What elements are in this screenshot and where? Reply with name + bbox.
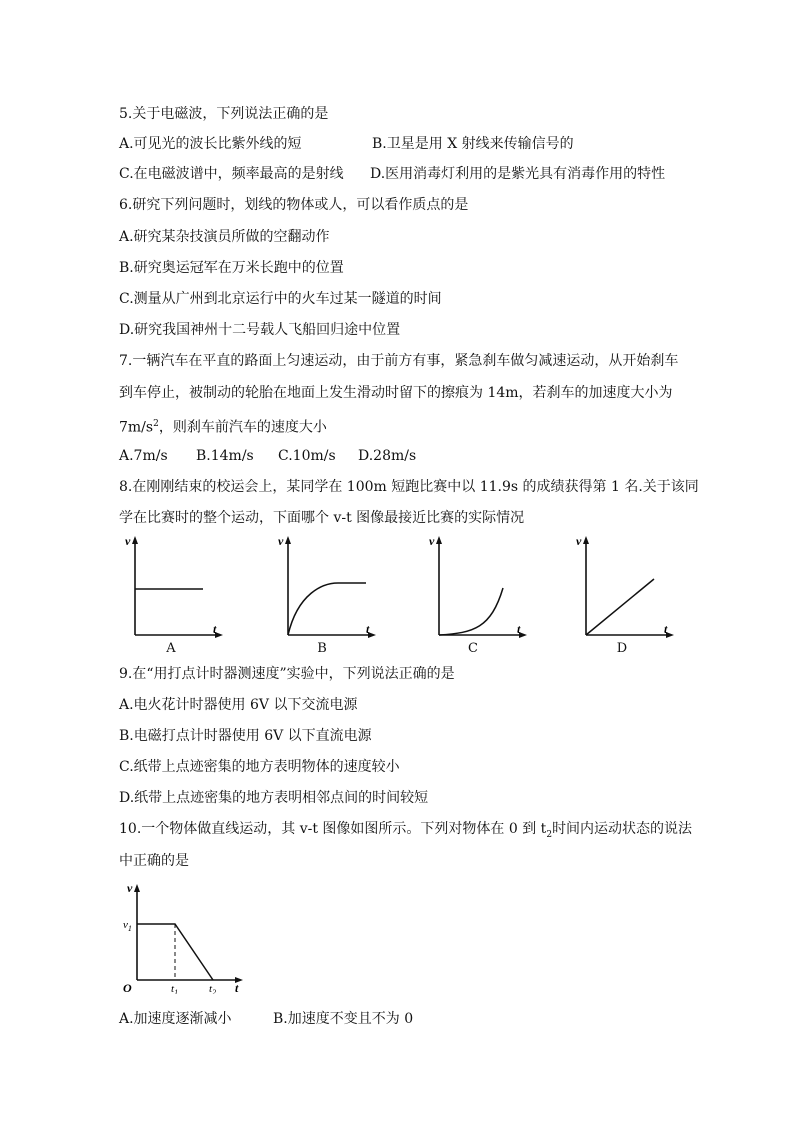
v-axis-arrow [285, 536, 291, 544]
q7-option-c: C.10m/s [278, 448, 336, 464]
q9-option-b: B.电磁打点计时器使用 6V 以下直流电源 [119, 728, 372, 744]
q6-option-b: B.研究奥运冠军在万米长跑中的位置 [119, 260, 344, 276]
q7-option-d: D.28m/s [358, 448, 417, 464]
q5-stem: 5.关于电磁波，下列说法正确的是 [119, 106, 329, 122]
q8-graph-b [268, 533, 378, 641]
t-axis-label: t [235, 981, 239, 994]
t1-label: $t_1$ [171, 983, 179, 994]
q7-option-b: B.14m/s [196, 448, 254, 464]
graph-curve [586, 579, 654, 635]
v1-label: $v_1$ [123, 919, 132, 933]
t-axis-label: t [213, 622, 217, 636]
q5-option-b: B.卫星是用 X 射线来传输信号的 [372, 136, 574, 152]
q5-option-c: C.在电磁波谱中，频率最高的是射线 [119, 166, 344, 182]
q8-text-line1: 8.在刚刚结束的校运会上，某同学在 100m 短跑比赛中以 11.9s 的成绩获得第 1 名.关于该同 [119, 479, 699, 495]
q6-stem: 6.研究下列问题时，划线的物体或人，可以看作质点的是 [119, 197, 469, 213]
v-axis-label: v [278, 534, 284, 548]
q9-option-c: C.纸带上点迹密集的地方表明物体的速度较小 [119, 759, 400, 775]
t-axis-label: t [366, 622, 370, 636]
q10-option-a: A.加速度逐渐减小 [119, 1011, 232, 1027]
v-axis-label: v [576, 534, 582, 548]
q6-option-d: D.研究我国神州十二号载人飞船回归途中位置 [119, 322, 401, 338]
q8-graph-b-label: B [317, 641, 327, 656]
q5-option-a: A.可见光的波长比紫外线的短 [119, 136, 302, 152]
q9-stem: 9.在“用打点计时器测速度”实验中，下列说法正确的是 [119, 666, 455, 682]
q9-option-d: D.纸带上点迹密集的地方表明相邻点间的时间较短 [119, 790, 429, 806]
v-axis-arrow [583, 536, 589, 544]
v-axis-label: v [127, 881, 133, 895]
q10-graph [115, 880, 247, 994]
v-axis-arrow [134, 884, 140, 892]
q7-text-line3: $7m/s^2$，则刹车前汽车的速度大小 [119, 419, 327, 436]
q8-graph-d-label: D [616, 641, 628, 656]
q8-graph-c [419, 533, 529, 641]
q5-option-d: D.医用消毒灯利用的是紫光具有消毒作用的特性 [370, 166, 666, 182]
t-axis-label: t [664, 622, 668, 636]
q8-text-line2: 学在比赛时的整个运动，下面哪个 v-t 图像最接近比赛的实际情况 [119, 510, 525, 526]
q8-graph-a [115, 533, 225, 641]
t2-label: $t_2$ [209, 983, 217, 994]
q10-text-line1: 10.一个物体做直线运动，其 v-t 图像如图所示。下列对物体在 0 到 $t_2$时间内运动状态的说法 [119, 821, 693, 840]
q7-text-line2: 到车停止，被制动的轮胎在地面上发生滑动时留下的擦痕为 14m，若刹车的加速度大小为 [119, 385, 673, 401]
q7-text-line1: 7.一辆汽车在平直的路面上匀速运动，由于前方有事，紧急刹车做匀减速运动，从开始刹车 [119, 353, 679, 369]
t-axis-label: t [517, 622, 521, 636]
q8-graph-d [566, 533, 676, 641]
q10-option-b: B.加速度不变且不为 0 [273, 1011, 414, 1027]
q6-option-a: A.研究某杂技演员所做的空翻动作 [119, 229, 330, 245]
v-axis-label: v [429, 534, 435, 548]
v-axis-arrow [436, 536, 442, 544]
graph-curve [288, 583, 366, 635]
q10-text-line2: 中正确的是 [119, 853, 189, 869]
q6-option-c: C.测量从广州到北京运行中的火车过某一隧道的时间 [119, 291, 442, 307]
q8-graph-a-label: A [166, 641, 176, 656]
q8-graph-c-label: C [468, 641, 478, 656]
graph-curve [439, 588, 503, 635]
q7-option-a: A.7m/s [119, 448, 168, 464]
origin-label: O [123, 981, 132, 994]
q9-option-a: A.电火花计时器使用 6V 以下交流电源 [119, 697, 358, 713]
v-axis-label: v [125, 534, 131, 548]
